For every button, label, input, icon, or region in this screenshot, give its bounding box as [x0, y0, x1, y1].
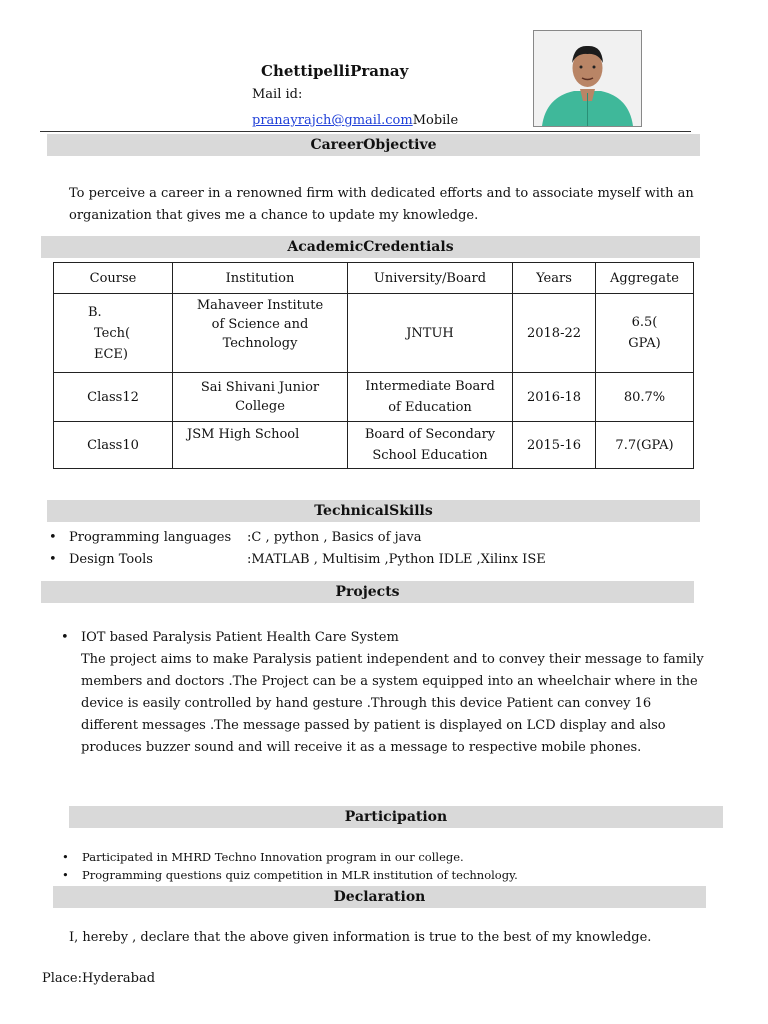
technical-skills-heading: TechnicalSkills	[47, 500, 700, 522]
mail-label: Mail id:	[252, 87, 303, 102]
cell-line: Intermediate Board	[365, 379, 495, 394]
cell-line: GPA)	[628, 336, 661, 351]
declaration-text: I, hereby , declare that the above given information is true to the best of my knowledge.	[69, 930, 652, 945]
skill-label: Programming languages	[69, 530, 232, 545]
career-objective-heading: CareerObjective	[47, 134, 700, 156]
project-line: The project aims to make Paralysis patient independent and to convey their message to family	[81, 652, 704, 667]
mobile-label: Mobile	[412, 113, 459, 128]
cell-line: 6.5(	[631, 315, 658, 330]
header-years: Years	[513, 263, 596, 294]
career-objective-line-2: organization that gives me a chance to update my knowledge.	[69, 208, 479, 223]
academic-credentials-heading: AcademicCredentials	[41, 236, 700, 258]
cell-line: College	[235, 399, 285, 414]
header-aggregate: Aggregate	[596, 263, 694, 294]
cell-institution	[173, 422, 348, 469]
profile-photo	[533, 30, 642, 127]
header-course: Course	[54, 263, 173, 294]
cell-line: Sai Shivani Junior	[200, 380, 320, 395]
cell-course	[54, 422, 173, 469]
list-item: • Participated in MHRD Techno Innovation program in our college.	[82, 848, 702, 866]
cell-line: Board of Secondary	[364, 427, 496, 442]
cell-line: Mahaveer Institute	[196, 298, 324, 313]
cell-aggregate	[596, 422, 694, 469]
header-rule	[40, 131, 691, 132]
participation-list	[82, 848, 702, 884]
cell-line: Class10	[87, 437, 139, 453]
cell-line: JSM High School	[187, 427, 300, 442]
cell-aggregate	[596, 294, 694, 373]
cell-line: Tech(	[94, 325, 131, 341]
career-objective-line-1: To perceive a career in a renowned firm with dedicated efforts and to associate myself with an	[69, 186, 694, 201]
project-line: members and doctors .The Project can be a system equipped into an wheelchair where in the	[81, 674, 698, 689]
declaration-heading: Declaration	[53, 886, 706, 908]
cell-line: Technology	[222, 336, 298, 351]
cell-line: of Science and	[211, 317, 309, 332]
list-item	[69, 549, 689, 571]
cell-years: 2016-18	[513, 373, 596, 422]
cell-line: B.	[88, 304, 102, 320]
place: Place:Hyderabad	[42, 971, 156, 986]
cell-line: School Education	[372, 448, 488, 463]
cell-line: 80.7%	[623, 389, 666, 405]
cell-line: Class12	[87, 389, 139, 405]
skill-value: :MATLAB , Multisim ,Python IDLE ,Xilinx ISE	[247, 552, 546, 567]
project-line: different messages .The message passed by patient is displayed on LCD display and also	[81, 718, 666, 733]
skills-list	[69, 527, 689, 571]
cell-institution	[173, 294, 348, 373]
cell-line: ECE)	[94, 346, 128, 362]
cell-years: 2015-16	[513, 422, 596, 469]
project-line: produces buzzer sound and will receive it as a message to respective mobile phones.	[81, 740, 642, 755]
projects-heading: Projects	[41, 581, 694, 603]
skill-label: Design Tools	[69, 552, 153, 567]
project-block	[81, 627, 721, 759]
cell-line: of Education	[388, 400, 472, 415]
participation-heading: Participation	[69, 806, 723, 828]
table-row	[54, 294, 694, 373]
cell-line: 7.7(GPA)	[615, 437, 674, 453]
person-photo-icon	[534, 31, 641, 126]
list-item: • Programming questions quiz competition in MLR institution of technology.	[82, 866, 702, 884]
header-institution: Institution	[173, 263, 348, 294]
cell-institution	[173, 373, 348, 422]
header-university-board: University/Board	[348, 263, 513, 294]
project-line: device is easily controlled by hand gesture .Through this device Patient can convey 16	[81, 696, 652, 711]
candidate-name: ChettipelliPranay	[261, 62, 409, 80]
cell-board	[348, 294, 513, 373]
cell-line: JNTUH	[406, 325, 454, 341]
academic-table	[53, 262, 694, 469]
cell-years: 2018-22	[513, 294, 596, 373]
table-row	[54, 422, 694, 469]
email-link[interactable]: pranayrajch@gmail.com	[252, 113, 413, 128]
cell-course	[54, 373, 173, 422]
cell-aggregate	[596, 373, 694, 422]
cell-board	[348, 373, 513, 422]
table-header-row	[54, 263, 694, 294]
skill-value: :C , python , Basics of java	[247, 530, 422, 545]
cell-course	[54, 294, 173, 373]
table-row	[54, 373, 694, 422]
project-title: • IOT based Paralysis Patient Health Care System	[81, 627, 721, 649]
cell-board	[348, 422, 513, 469]
contact-line	[252, 113, 458, 128]
list-item	[69, 527, 689, 549]
